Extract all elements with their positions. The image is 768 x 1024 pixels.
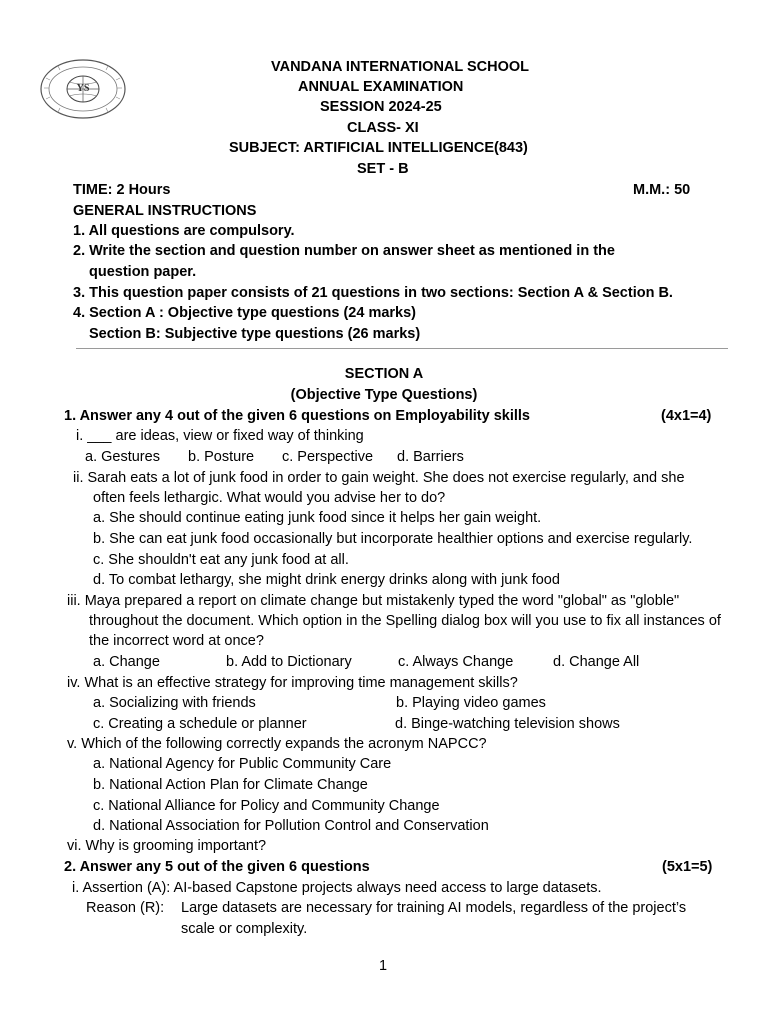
section-title: SECTION A bbox=[344, 366, 424, 382]
option: c. National Alliance for Policy and Community Change bbox=[93, 798, 440, 814]
q1-iii-stem: the incorrect word at once? bbox=[89, 633, 264, 649]
session: SESSION 2024-25 bbox=[320, 99, 442, 115]
q2-i-reason: scale or complexity. bbox=[181, 921, 308, 937]
option: b. Add to Dictionary bbox=[226, 654, 352, 670]
option: c. Always Change bbox=[398, 654, 514, 670]
q1-ii-stem: ii. Sarah eats a lot of junk food in order to gain weight. She does not exercise regularly, and she bbox=[73, 470, 685, 486]
time-label: TIME: 2 Hours bbox=[73, 182, 171, 198]
q1-vi-stem: vi. Why is grooming important? bbox=[67, 838, 267, 854]
instruction-item: 2. Write the section and question number on answer sheet as mentioned in the bbox=[73, 243, 615, 259]
school-logo-icon bbox=[38, 58, 128, 120]
question-1-marks: (4x1=4) bbox=[661, 408, 712, 424]
option: b. She can eat junk food occasionally but incorporate healthier options and exercise regularly. bbox=[93, 531, 693, 547]
option: d. To combat lethargy, she might drink energy drinks along with junk food bbox=[93, 572, 560, 588]
question-1: 1. Answer any 4 out of the given 6 questions on Employability skills bbox=[64, 408, 530, 424]
option: a. Change bbox=[93, 654, 160, 670]
subject-label: SUBJECT: ARTIFICIAL INTELLIGENCE(843) bbox=[229, 140, 528, 156]
question-2: 2. Answer any 5 out of the given 6 questions bbox=[64, 859, 370, 875]
q2-i-reason: Large datasets are necessary for training AI models, regardless of the project’s bbox=[181, 900, 687, 916]
instruction-item: Section B: Subjective type questions (26 marks) bbox=[89, 326, 421, 342]
q1-iii-stem: throughout the document. Which option in the Spelling dialog box will you use to fix all instances of bbox=[89, 613, 721, 629]
instruction-item: 1. All questions are compulsory. bbox=[73, 223, 295, 239]
page-number: 1 bbox=[379, 958, 388, 974]
section-subtitle: (Objective Type Questions) bbox=[290, 387, 478, 403]
option: a. She should continue eating junk food since it helps her gain weight. bbox=[93, 510, 542, 526]
q2-i-reason-label: Reason (R): bbox=[86, 900, 165, 916]
option: a. Socializing with friends bbox=[93, 695, 256, 711]
option: d. Barriers bbox=[397, 449, 464, 465]
question-2-marks: (5x1=5) bbox=[662, 859, 713, 875]
school-name: VANDANA INTERNATIONAL SCHOOL bbox=[271, 59, 530, 75]
q1-iii-stem: iii. Maya prepared a report on climate change but mistakenly typed the word "global" as "globle" bbox=[67, 593, 680, 609]
option: d. Change All bbox=[553, 654, 640, 670]
q1-ii-stem: often feels lethargic. What would you advise her to do? bbox=[93, 490, 446, 506]
option: c. Creating a schedule or planner bbox=[93, 716, 307, 732]
option: a. National Agency for Public Community Care bbox=[93, 756, 392, 772]
q2-i-assertion: i. Assertion (A): AI-based Capstone projects always need access to large datasets. bbox=[72, 880, 602, 896]
option: b. National Action Plan for Climate Change bbox=[93, 777, 368, 793]
exam-name: ANNUAL EXAMINATION bbox=[298, 79, 464, 95]
option: d. Binge-watching television shows bbox=[395, 716, 620, 732]
divider bbox=[76, 348, 728, 349]
svg-text:YS: YS bbox=[76, 83, 90, 94]
instructions-title: GENERAL INSTRUCTIONS bbox=[73, 203, 257, 219]
q1-iv-stem: iv. What is an effective strategy for improving time management skills? bbox=[67, 675, 518, 691]
option: d. National Association for Pollution Control and Conservation bbox=[93, 818, 489, 834]
q1-v-stem: v. Which of the following correctly expands the acronym NAPCC? bbox=[67, 736, 487, 752]
instruction-item: 3. This question paper consists of 21 questions in two sections: Section A & Section B. bbox=[73, 285, 673, 301]
option: c. Perspective bbox=[282, 449, 374, 465]
instruction-item: question paper. bbox=[89, 264, 197, 280]
option: b. Playing video games bbox=[396, 695, 546, 711]
set-label: SET - B bbox=[357, 161, 409, 177]
max-marks-label: M.M.: 50 bbox=[633, 182, 691, 198]
instruction-item: 4. Section A : Objective type questions (24 marks) bbox=[73, 305, 417, 321]
q1-i-stem: i. ___ are ideas, view or fixed way of thinking bbox=[76, 428, 364, 444]
option: c. She shouldn't eat any junk food at all. bbox=[93, 552, 349, 568]
class-label: CLASS- XI bbox=[347, 120, 419, 136]
option: b. Posture bbox=[188, 449, 255, 465]
option: a. Gestures bbox=[85, 449, 160, 465]
